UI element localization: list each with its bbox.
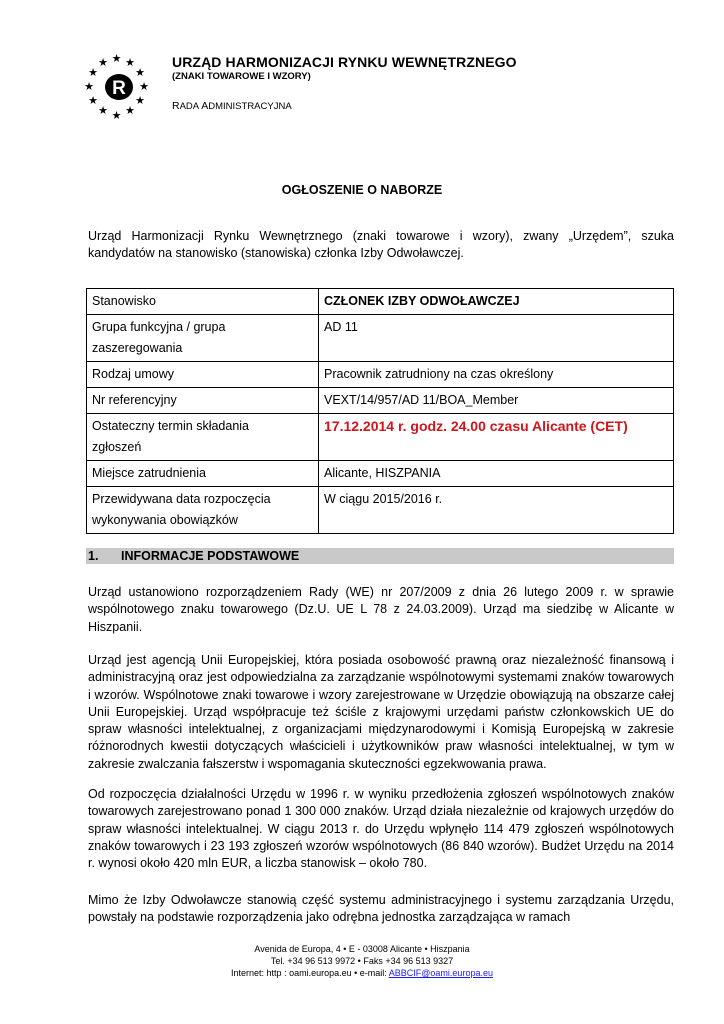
organization-title: URZĄD HARMONIZACJI RYNKU WEWNĘTRZNEGO bbox=[172, 54, 517, 70]
svg-text:★: ★ bbox=[139, 80, 149, 93]
svg-text:★: ★ bbox=[125, 56, 135, 69]
start-label bbox=[87, 487, 319, 534]
paragraph-4: Mimo że Izby Odwoławcze stanowią część systemu administracyjnego i systemu zarządzania Urzędu, powstały na podstawie rozporządzenia jako odrębna jednostka zarządzająca w ramach bbox=[88, 893, 674, 925]
contract-label: Rodzaj umowy bbox=[87, 362, 319, 388]
group-label-line2: zaszeregowania bbox=[92, 341, 183, 355]
svg-text:★: ★ bbox=[111, 109, 122, 122]
paragraph-2: Urząd jest agencją Unii Europejskiej, która posiada osobowość prawną oraz niezależność finansową i administracyjną oraz jest odpowiedzialna za zarządzanie wspólnotowymi systemami znaków towarowych i wzorów. Wspólnotowe znaki towarowe i wzory zarejestrowane w Urzędzie obowiązują na obszarze całej Unii Europejskiej. Urząd współpracuje też ściśle z krajowymi urzędami państw członkowskich UE do spraw własności intelektualnej, z organizacjami międzynarodowymi i Komisją Europejską w zakresie różnorodnych kwestii dotyczących właścicieli i użytkowników praw własności intelektualnej, w tym w zakresie zwalczania fałszerstw i wspomagania skuteczności egzekwowania prawa. bbox=[88, 653, 674, 771]
deadline-value: 17.12.2014 r. godz. 24.00 czasu Alicante (CET) bbox=[319, 414, 674, 461]
board-initial-1: R bbox=[172, 100, 180, 112]
reference-label: Nr referencyjny bbox=[87, 388, 319, 414]
svg-text:★: ★ bbox=[98, 104, 108, 117]
board-rest-1: ADA bbox=[179, 101, 202, 112]
email-link[interactable]: ABBCIF@oami.europa.eu bbox=[388, 968, 493, 978]
table-row bbox=[87, 461, 674, 487]
place-value: Alicante, HISZPANIA bbox=[319, 461, 674, 487]
svg-text:★: ★ bbox=[125, 104, 135, 117]
group-value: AD 11 bbox=[319, 315, 674, 362]
table-row bbox=[87, 487, 674, 534]
position-value: CZŁONEK IZBY ODWOŁAWCZEJ bbox=[319, 289, 674, 315]
table-row bbox=[87, 289, 674, 315]
organization-subtitle: (ZNAKI TOWAROWE I WZORY) bbox=[172, 71, 311, 82]
footer-phone: Tel. +34 96 513 9972 • Faks +34 96 513 9327 bbox=[270, 956, 454, 966]
intro-paragraph: Urząd Harmonizacji Rynku Wewnętrznego (znaki towarowe i wzory), zwany „Urzędem”, szuka kandydatów na stanowisko (stanowiska) członka Izby Odwoławczej. bbox=[88, 229, 674, 261]
group-label bbox=[87, 315, 319, 362]
footer-contact bbox=[0, 967, 724, 979]
deadline-label-line2: zgłoszeń bbox=[92, 440, 142, 454]
place-label: Miejsce zatrudnienia bbox=[87, 461, 319, 487]
position-label: Stanowisko bbox=[87, 289, 319, 315]
board-name bbox=[172, 100, 292, 112]
svg-text:★: ★ bbox=[135, 66, 145, 79]
paragraph-1: Urząd ustanowiono rozporządzeniem Rady (WE) nr 207/2009 z dnia 26 lutego 2009 r. w sprawie wspólnotowego znaku towarowego (Dz.U. UE L 78 z 24.03.2009). Urząd ma siedzibę w Alicante w Hiszpanii. bbox=[88, 585, 674, 634]
table-row bbox=[87, 315, 674, 362]
table-row bbox=[87, 414, 674, 461]
vacancy-details-table bbox=[86, 288, 674, 534]
footer-internet: Internet: http : oami.europa.eu • e-mail: bbox=[231, 968, 389, 978]
svg-text:★: ★ bbox=[84, 80, 94, 93]
table-row bbox=[87, 362, 674, 388]
footer-address: Avenida de Europa, 4 • E - 03008 Alicante • Hiszpania bbox=[254, 944, 470, 954]
svg-text:★: ★ bbox=[88, 94, 98, 107]
svg-text:★: ★ bbox=[98, 56, 108, 69]
section-title: INFORMACJE PODSTAWOWE bbox=[121, 549, 300, 563]
start-label-line1: Przewidywana data rozpoczęcia bbox=[92, 492, 271, 506]
reference-value: VEXT/14/957/AD 11/BOA_Member bbox=[319, 388, 674, 414]
svg-text:★: ★ bbox=[135, 94, 145, 107]
table-row bbox=[87, 388, 674, 414]
group-label-line1: Grupa funkcyjna / grupa bbox=[92, 320, 226, 334]
svg-text:★: ★ bbox=[111, 52, 122, 65]
board-initial-2: A bbox=[201, 100, 209, 112]
section-heading bbox=[86, 548, 674, 564]
svg-text:★: ★ bbox=[88, 66, 98, 79]
deadline-label-line1: Ostateczny termin składania bbox=[92, 419, 250, 433]
deadline-label bbox=[87, 414, 319, 461]
ohim-logo bbox=[82, 52, 156, 122]
contract-value: Pracownik zatrudniony na czas określony bbox=[319, 362, 674, 388]
section-number: 1. bbox=[88, 549, 99, 563]
notice-title: OGŁOSZENIE O NABORZE bbox=[281, 183, 443, 197]
board-rest-2: DMINISTRACYJNA bbox=[208, 101, 292, 112]
start-value: W ciągu 2015/2016 r. bbox=[319, 487, 674, 534]
paragraph-3: Od rozpoczęcia działalności Urzędu w 1996 r. w wyniku przedłożenia zgłoszeń wspólnotowych znaków towarowych zarejestrowano ponad 1 300 000 znaków. Urząd działa niezależnie od krajowych urzędów do spraw własności intelektualnej. W ciągu 2013 r. do Urzędu wpłynęło 114 479 zgłoszeń wspólnotowych znaków towarowych i 23 193 zgłoszeń wzorów wspólnotowych (86 840 wzorów). Budżet Urzędu na 2014 r. wynosi około 420 mln EUR, a liczba stanowisk – około 780. bbox=[88, 787, 674, 871]
start-label-line2: wykonywania obowiązków bbox=[92, 513, 238, 527]
logo-letter: R bbox=[112, 78, 126, 99]
